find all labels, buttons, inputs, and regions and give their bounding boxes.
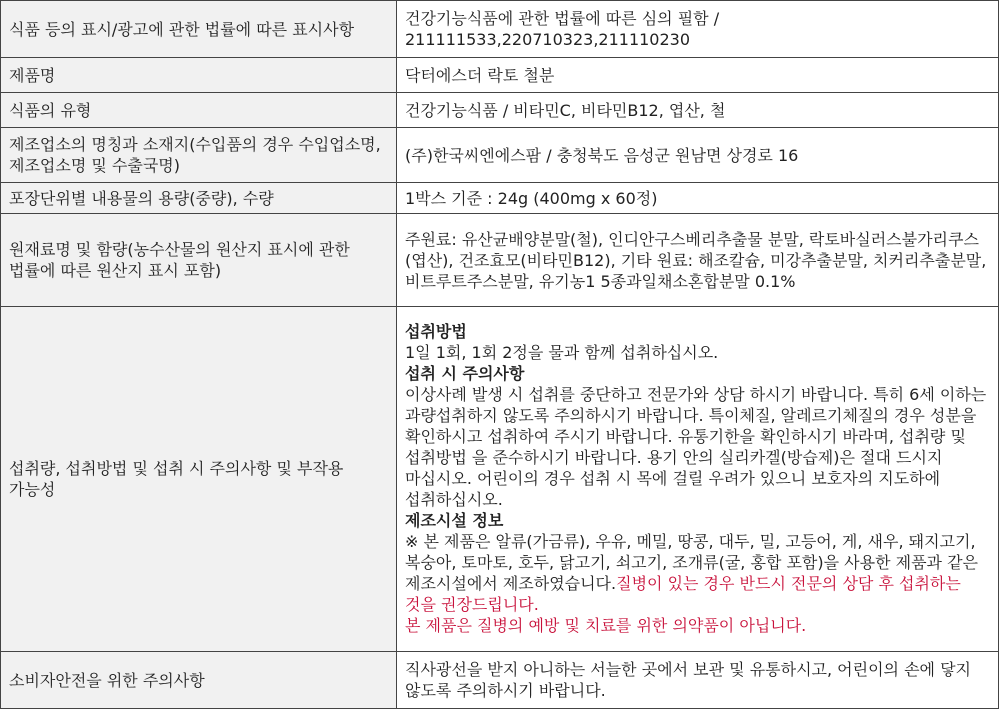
row-label-ingredients: 원재료명 및 함량(농수산물의 원산지 표시에 관한 법률에 따른 원산지 표시 포함) bbox=[1, 214, 397, 307]
facility-paragraph bbox=[405, 531, 990, 615]
row-label-safety: 소비자안전을 위한 주의사항 bbox=[1, 652, 397, 709]
row-label-food-type: 식품의 유형 bbox=[1, 93, 397, 128]
row-value-capacity: 1박스 기준 : 24g (400mg x 60정) bbox=[397, 183, 999, 214]
facility-heading: 제조시설 정보 bbox=[405, 510, 504, 530]
table-row bbox=[1, 93, 999, 128]
row-label-capacity: 포장단위별 내용물의 용량(중량), 수량 bbox=[1, 183, 397, 214]
caution-text: 이상사례 발생 시 섭취를 중단하고 전문가와 상담 하시기 바랍니다. 특히 6세 이하는 과량섭취하지 않도록 주의하시기 바랍니다. 특이체질, 알레르기체질의 경우 성분을 확인하시고 섭취하여 주시기 바랍니다. 유통기한을 확인하시기 바라며, 섭취량 및 섭취방법 을 준수하시기 바랍니다. 용기 안의 실리카겔(방습제)은 절대 드시지 마십시오. 어린이의 경우 섭취 시 목에 걸릴 우려가 있으니 보호자의 지도하에 섭취하십시오. bbox=[405, 384, 987, 509]
intake-method-heading: 섭취방법 bbox=[405, 321, 467, 341]
row-value-manufacturer: (주)한국씨엔에스팜 / 충청북도 음성군 원남면 상경로 16 bbox=[397, 128, 999, 183]
row-label-intake: 섭취량, 섭취방법 및 섭취 시 주의사항 및 부작용 가능성 bbox=[1, 307, 397, 652]
not-medicine-warning: 본 제품은 질병의 예방 및 치료를 위한 의약품이 아닙니다. bbox=[405, 615, 807, 635]
table-row bbox=[1, 1, 999, 58]
row-value-safety: 직사광선을 받지 아니하는 서늘한 곳에서 보관 및 유통하시고, 어린이의 손에 닿지 않도록 주의하시기 바랍니다. bbox=[397, 652, 999, 709]
caution-heading: 섭취 시 주의사항 bbox=[405, 363, 525, 383]
table-row bbox=[1, 183, 999, 214]
row-value-product-name: 닥터에스더 락토 철분 bbox=[397, 58, 999, 93]
table-row bbox=[1, 307, 999, 652]
table-row bbox=[1, 214, 999, 307]
row-value-intake bbox=[397, 307, 999, 652]
table-row bbox=[1, 128, 999, 183]
row-label-product-name: 제품명 bbox=[1, 58, 397, 93]
row-label-manufacturer: 제조업소의 명칭과 소재지(수입품의 경우 수입업소명, 제조업소명 및 수출국명) bbox=[1, 128, 397, 183]
table-row bbox=[1, 652, 999, 709]
row-value-labeling-law: 건강기능식품에 관한 법률에 따른 심의 필함 / 211111533,220710323,211110230 bbox=[397, 1, 999, 58]
intake-method-text: 1일 1회, 1회 2정을 물과 함께 섭취하십시오. bbox=[405, 342, 719, 362]
facility-text: ※ 본 제품은 알류(가금류), 우유, 메밀, 땅콩, 대두, 밀, 고등어, 게, 새우, 돼지고기, 복숭아, 토마토, 호두, 닭고기, 쇠고기, 조개류(굴, 홍합 포함)을 사용한 제품과 같은 제조시설에서 제조하였습니다. bbox=[405, 531, 978, 593]
row-value-ingredients: 주원료: 유산균배양분말(철), 인디안구스베리추출물 분말, 락토바실러스불가리쿠스(엽산), 건조효모(비타민B12), 기타 원료: 해조칼슘, 미강추출분말, 치커리추출분말, 비트루트주스분말, 유기농1 5종과일채소혼합분말 0.1% bbox=[397, 214, 999, 307]
row-label-labeling-law: 식품 등의 표시/광고에 관한 법률에 따른 표시사항 bbox=[1, 1, 397, 58]
specialist-warning: 질병이 있는 경우 반드시 전문의 상담 후 섭취하는 것을 권장드립니다. bbox=[405, 573, 961, 614]
row-value-food-type: 건강기능식품 / 비타민C, 비타민B12, 엽산, 철 bbox=[397, 93, 999, 128]
table-row bbox=[1, 58, 999, 93]
